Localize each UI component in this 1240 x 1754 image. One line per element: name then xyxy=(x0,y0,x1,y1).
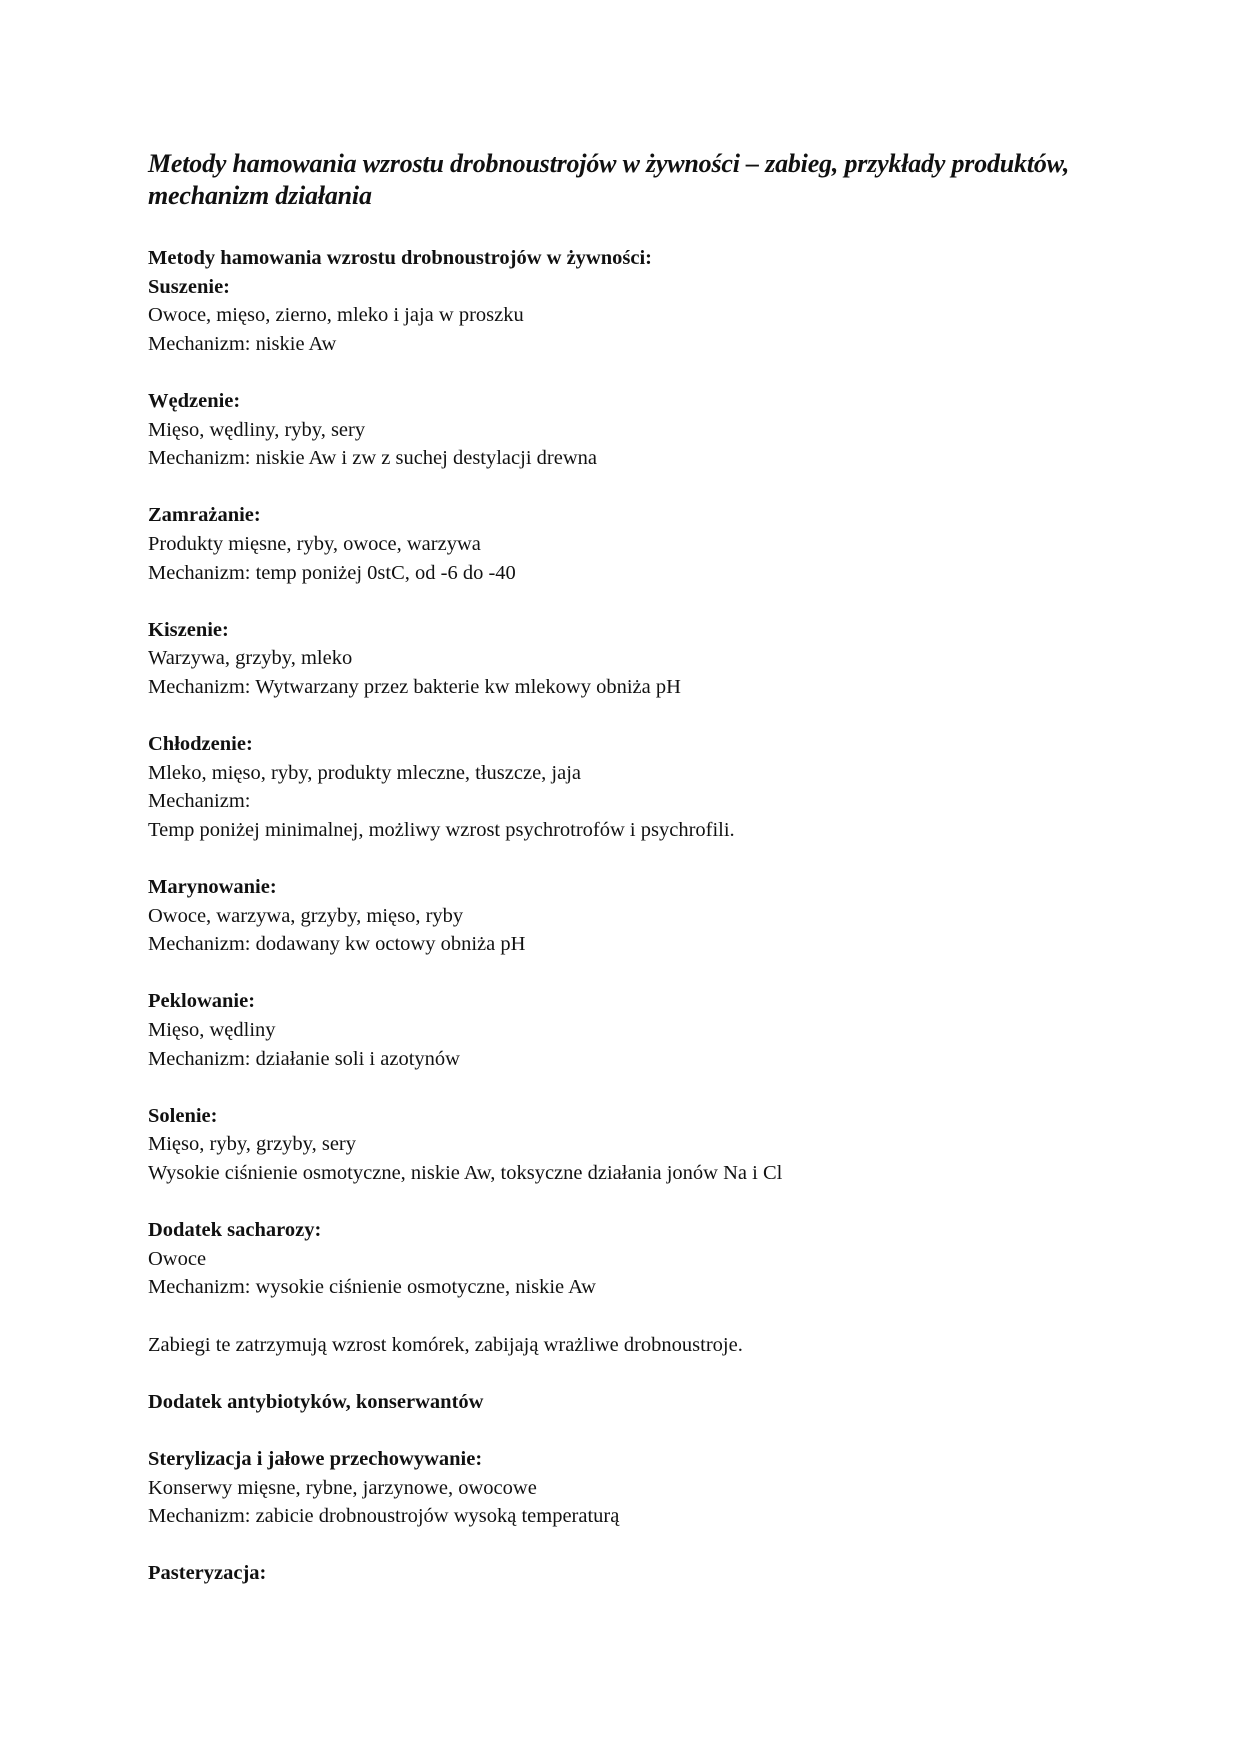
section-mechanism: Mechanizm: dodawany kw octowy obniża pH xyxy=(148,933,526,956)
section-heading: Peklowanie: xyxy=(148,990,256,1013)
section-mechanism: Mechanizm: zabicie drobnoustrojów wysoką temperaturą xyxy=(148,1505,620,1528)
section-products: Mięso, wędliny, ryby, sery xyxy=(148,418,366,441)
section-mechanism: Mechanizm: Wytwarzany przez bakterie kw mlekowy obniża pH xyxy=(148,675,681,698)
section-mechanism: Mechanizm: działanie soli i azotynów xyxy=(148,1047,460,1070)
section-sucrose xyxy=(148,1216,1098,1302)
section-heading: Sterylizacja i jałowe przechowywanie: xyxy=(148,1447,483,1470)
intro-heading: Metody hamowania wzrostu drobnoustrojów w żywności: xyxy=(148,247,652,269)
section-heading: Kiszenie: xyxy=(148,618,229,641)
section-heading: Dodatek sacharozy: xyxy=(148,1219,322,1242)
section-heading: Suszenie: xyxy=(148,275,230,298)
section-mechanism: Wysokie ciśnienie osmotyczne, niskie Aw, toksyczne działania jonów Na i Cl xyxy=(148,1162,783,1184)
section-heading: Wędzenie: xyxy=(148,389,241,412)
section-smoking xyxy=(148,387,1098,473)
section-products: Mleko, mięso, ryby, produkty mleczne, tłuszcze, jaja xyxy=(148,761,582,784)
section-chilling xyxy=(148,730,1098,844)
section-freezing xyxy=(148,501,1098,587)
section-products: Mięso, ryby, grzyby, sery xyxy=(148,1133,356,1156)
section-curing xyxy=(148,987,1098,1073)
section-products: Produkty mięsne, ryby, owoce, warzywa xyxy=(148,532,481,555)
section-heading: Zamrażanie: xyxy=(148,504,261,527)
section-mechanism: Mechanizm: wysokie ciśnienie osmotyczne, niskie Aw xyxy=(148,1276,596,1299)
section-pickling xyxy=(148,616,1098,702)
section-products: Konserwy mięsne, rybne, jarzynowe, owocowe xyxy=(148,1476,537,1499)
summary-text: Zabiegi te zatrzymują wzrost komórek, zabijają wrażliwe drobnoustroje. xyxy=(148,1333,743,1356)
section-drying xyxy=(148,244,1098,358)
document-page xyxy=(148,148,1098,1617)
additives-heading: Dodatek antybiotyków, konserwantów xyxy=(148,1390,484,1413)
section-mechanism: Mechanizm: niskie Aw i zw z suchej destylacji drewna xyxy=(148,447,597,470)
section-heading: Solenie: xyxy=(148,1104,218,1127)
document-title: Metody hamowania wzrostu drobnoustrojów w żywności – zabieg, przykłady produktów, mechanizm działania xyxy=(148,149,1070,210)
section-products: Owoce, warzywa, grzyby, mięso, ryby xyxy=(148,904,464,927)
section-marinating xyxy=(148,873,1098,959)
section-salting xyxy=(148,1102,1098,1188)
section-products: Warzywa, grzyby, mleko xyxy=(148,647,353,670)
section-heading: Marynowanie: xyxy=(148,876,277,899)
section-products: Owoce, mięso, zierno, mleko i jaja w proszku xyxy=(148,304,524,327)
section-sterilization xyxy=(148,1445,1098,1531)
section-mechanism: Mechanizm: temp poniżej 0stC, od -6 do -40 xyxy=(148,561,516,584)
section-mechanism-label: Mechanizm: xyxy=(148,790,251,813)
section-products: Mięso, wędliny xyxy=(148,1019,276,1042)
additives-section xyxy=(148,1388,1098,1417)
section-products: Owoce xyxy=(148,1247,207,1270)
section-pasteurization xyxy=(148,1559,1098,1588)
summary-paragraph xyxy=(148,1331,1098,1360)
section-heading: Chłodzenie: xyxy=(148,733,253,756)
section-mechanism: Temp poniżej minimalnej, możliwy wzrost psychrotrofów i psychrofili. xyxy=(148,818,735,841)
section-mechanism: Mechanizm: niskie Aw xyxy=(148,332,337,355)
section-heading: Pasteryzacja: xyxy=(148,1562,267,1585)
